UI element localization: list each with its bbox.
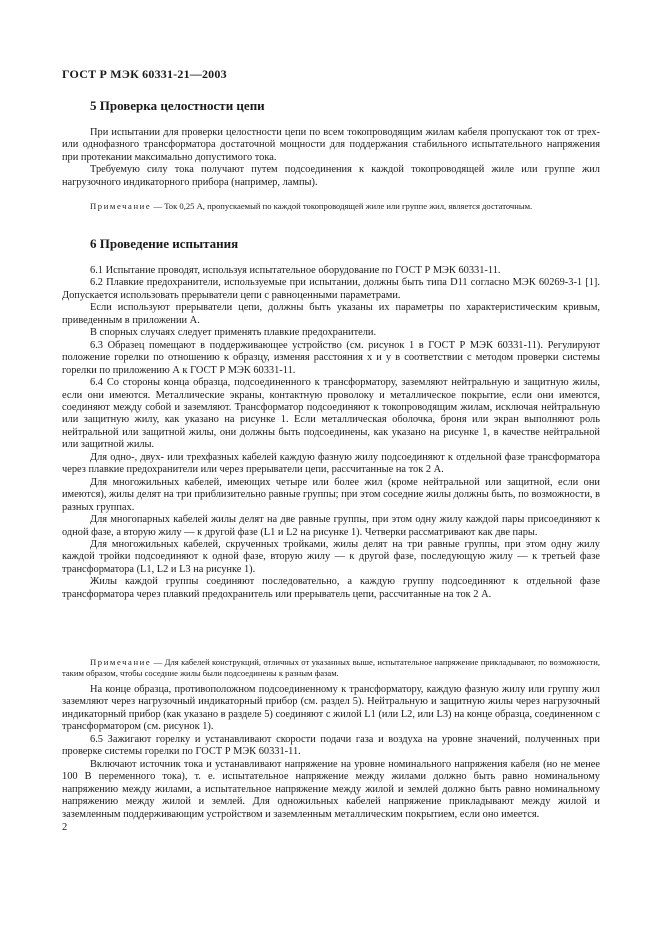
section-6-note <box>62 657 600 678</box>
paragraph: Требуемую силу тока получают путем подсоединения к каждой токопроводящей жиле или группе жил нагрузочного индикаторного прибора (например, лампы). <box>62 164 600 188</box>
note-label: Примечание <box>90 201 152 211</box>
paragraph: 6.5 Зажигают горелку и устанавливают скорости подачи газа и воздуха на уровне значений, полученных при проверке системы горелки по ГОСТ Р МЭК 60331-11. <box>62 733 600 758</box>
paragraph: При испытании для проверки целостности цепи по всем токопроводящим жилам кабеля пропускают ток от трех- или однофазного трансформатора достаточной мощности для поддержания стабильного испытательного напряжения при протекании максимально допустимого тока. <box>62 127 600 163</box>
paragraph: В спорных случаях следует применять плавкие предохранители. <box>90 327 377 339</box>
section-5-body <box>62 127 600 189</box>
section-6-title: 6 Проведение испытания <box>90 236 239 251</box>
paragraph: Включают источник тока и устанавливают напряжение на уровне номинального напряжения кабеля (но не менее 100 В переменного тока), т. е. испытательное напряжение между жилами должно быть равно номинальному напряжению между жилами, а испытательное напряжение между жилой и землей должно быть равно номинальному напряжению между жилой и землей. Для одножильных кабелей напряжение прикладывают между жилой и заземленным поддерживающим устройством и заземленным металлическим покрытием, если оно имеется. <box>62 758 600 820</box>
note-label: Примечание <box>90 657 152 667</box>
paragraph: Для одно-, двух- или трехфазных кабелей каждую фазную жилу подсоединяют к отдельной фазе трансформатора через плавкие предохранители или через прерыватели цепи, рассчитанные на ток 2 А. <box>62 451 600 476</box>
section-6-body-a <box>62 265 600 601</box>
page-number: 2 <box>62 822 68 833</box>
note-text: — Для кабелей конструкций, отличных от указанных выше, испытательное напряжение прикладывают, по возможности, таким образом, чтобы соседние жилы были подсоединены к разным фазам. <box>62 657 600 678</box>
paragraph: 6.1 Испытание проводят, используя испытательное оборудование по ГОСТ Р МЭК 60331-11. <box>90 265 501 276</box>
paragraph: Если используют прерыватели цепи, должны быть указаны их параметры по характеристическим кривым, приведенным в приложении А. <box>62 302 600 326</box>
paragraph: Жилы каждой группы соединяют последовательно, а каждую группу подсоединяют к отдельной фазе трансформатора через плавкий предохранитель или прерыватель цепи, рассчитанные на ток 2 А. <box>62 576 600 600</box>
paragraph: На конце образца, противоположном подсоединенному к трансформатору, каждую фазную жилу или группу жил заземляют через нагрузочный индикаторный прибор (см. раздел 5). Нейтральную и защитную жилы через нагрузочный индикаторный прибор (как указано в разделе 5) соединяют с жилой L1 (или L2, или L3) на конце образца, соединенном с трансформатором (см. рисунок 1). <box>62 684 600 733</box>
paragraph: 6.2 Плавкие предохранители, используемые при испытании, должны быть типа D11 согласно МЭК 60269-3-1 [1]. Допускается использовать прерыватели цепи с равноценными параметрами. <box>62 277 600 301</box>
paragraph: Для многожильных кабелей, скрученных тройками, жилы делят на три равные группы, при этом одну жилу каждой тройки подсоединяют к одной фазе, вторую жилу — к другой фазе, последующую жилу — к третьей фазе трансформатора (L1, L2 и L3 на рисунке 1). <box>62 538 600 575</box>
section-6-body-b <box>62 684 600 821</box>
section-5-note <box>62 201 600 212</box>
paragraph: 6.3 Образец помещают в поддерживающее устройство (см. рисунок 1 в ГОСТ Р МЭК 60331-11). Регулируют положение горелки по отношению к образцу, изменяя расстояния x и y в соответствии с методом проверки системы горелки по приложению А к ГОСТ Р МЭК 60331-11. <box>62 339 600 376</box>
section-5-title: 5 Проверка целостности цепи <box>90 98 265 113</box>
paragraph: 6.4 Со стороны конца образца, подсоединенного к трансформатору, заземляют нейтральную и защитную жилы, если они имеются. Металлические экраны, контактную проволоку и металлическое покрытие, если они имеются, соединяют между собой и заземляют. Трансформатор подсоединяют к токопроводящим жилам, исключая нейтральную или защитную жилу, как указано на рисунке 1. Если металлическая оболочка, броня или экран выполняют роль нейтральной или защитной жилы, они должны быть подсоединены, как указано на рисунке 1, в качестве нейтральной или защитной жилы. <box>62 377 600 451</box>
note-text: — Ток 0,25 А, пропускаемый по каждой токопроводящей жиле или группе жил, является достаточным. <box>151 201 533 211</box>
paragraph: Для многопарных кабелей жилы делят на две равные группы, при этом одну жилу каждой пары присоединяют к одной фазе, а вторую жилу — к другой фазе (L1 и L2 на рисунке 1). Четверки рассматривают как две пары. <box>62 514 600 538</box>
paragraph: Для многожильных кабелей, имеющих четыре или более жил (кроме нейтральной или защитной, если они имеются), жилы делят на три приблизительно равные группы; при этом соседние жилы должны быть, по возможности, в разных группах. <box>62 476 600 513</box>
standard-header: ГОСТ Р МЭК 60331-21—2003 <box>62 67 227 81</box>
